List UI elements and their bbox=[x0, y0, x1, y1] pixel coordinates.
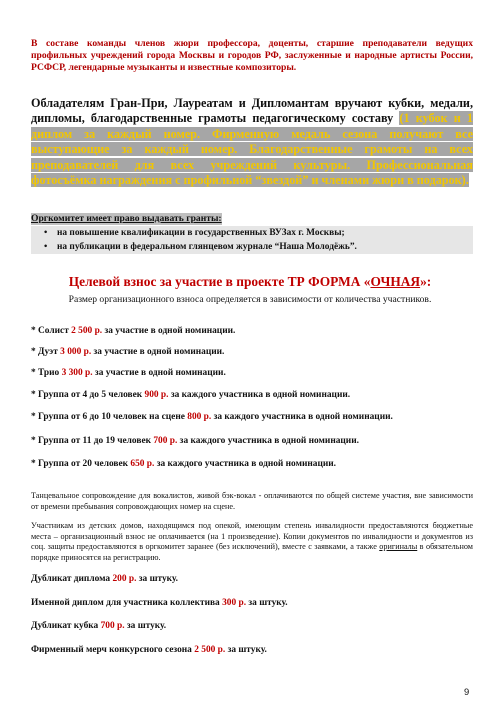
extra-label: Фирменный мерч конкурсного сезона bbox=[31, 645, 195, 655]
extra-amount: 300 р. bbox=[222, 598, 247, 608]
extra-label: Именной диплом для участника коллектива bbox=[31, 598, 223, 608]
fee-title-format: ОЧНАЯ bbox=[370, 274, 421, 289]
grant-item-text: на повышение квалификации в государственных ВУЗах г. Москвы; bbox=[57, 228, 345, 238]
price-terms: за участие в одной номинации. bbox=[91, 347, 225, 357]
price-terms: за каждого участника в одной номинации. bbox=[168, 390, 351, 400]
price-terms: за каждого участника в одной номинации. bbox=[211, 412, 393, 422]
extra-line-diploma-duplicate bbox=[31, 574, 178, 584]
price-terms: за каждого участника в одной номинации. bbox=[154, 459, 336, 469]
price-amount: 2 500 р. bbox=[71, 326, 103, 336]
grant-item-text: на публикации в федеральном глянцевом журнале “Наша Молодёжь”. bbox=[57, 242, 357, 252]
fee-title-prefix: Целевой взнос за участие в проекте ТР ФОРМА « bbox=[68, 274, 371, 289]
fee-title-suffix: »: bbox=[420, 274, 432, 289]
extra-terms: за штуку. bbox=[136, 574, 179, 584]
price-terms: за участие в одной номинации. bbox=[102, 326, 236, 336]
bullet-icon: • bbox=[44, 242, 48, 252]
awards-paragraph bbox=[31, 96, 473, 188]
page-number: 9 bbox=[464, 686, 470, 697]
price-amount: 900 р. bbox=[144, 390, 169, 400]
price-line-soloist bbox=[31, 326, 235, 336]
price-label: * Трио bbox=[31, 368, 62, 378]
price-amount: 3 300 р. bbox=[61, 368, 93, 378]
price-line-group-11-19 bbox=[31, 436, 359, 446]
extra-line-merch bbox=[31, 645, 267, 655]
grants-heading: Оргкомитет имеет право выдавать гранты: bbox=[31, 213, 222, 224]
extra-label: Дубликат кубка bbox=[31, 621, 101, 631]
price-amount: 650 р. bbox=[130, 459, 155, 469]
extra-terms: за штуку. bbox=[225, 645, 267, 655]
price-label: * Дуэт bbox=[31, 347, 61, 357]
extra-amount: 700 р. bbox=[100, 621, 125, 631]
extra-label: Дубликат диплома bbox=[31, 574, 113, 584]
bullet-icon: • bbox=[44, 228, 48, 238]
price-label: * Группа от 11 до 19 человек bbox=[31, 436, 154, 446]
grant-item bbox=[31, 240, 473, 254]
price-amount: 3 000 р. bbox=[60, 347, 92, 357]
price-line-group-6-10 bbox=[31, 412, 393, 422]
note-benefits bbox=[31, 521, 473, 563]
extra-amount: 2 500 р. bbox=[194, 645, 226, 655]
price-line-group-4-5 bbox=[31, 390, 350, 400]
price-terms: за участие в одной номинации. bbox=[92, 368, 226, 378]
price-label: * Группа от 6 до 10 человек на сцене bbox=[31, 412, 188, 422]
price-label: * Солист bbox=[31, 326, 72, 336]
note-benefits-originals: оригиналы bbox=[379, 542, 418, 552]
price-line-group-20 bbox=[31, 459, 336, 469]
price-label: * Группа от 20 человек bbox=[31, 459, 131, 469]
price-amount: 800 р. bbox=[187, 412, 212, 422]
jury-paragraph: В составе команды членов жюри профессора, доценты, старшие преподаватели ведущих профильных учреждений города Москвы и городов РФ, заслуженные и народные артисты России, РСФСР, легендарные музыканты и известные композиторы. bbox=[31, 38, 473, 74]
price-amount: 700 р. bbox=[153, 436, 178, 446]
note-benefits-tail: в обязательном порядке приносятся на регистрацию. bbox=[31, 542, 473, 562]
fee-subtitle: Размер организационного взноса определяется в зависимости от количества участников. bbox=[68, 294, 432, 305]
awards-text: Обладателям Гран-При, Лауреатам и Дипломантам вручают кубки, медали, дипломы, благодарственные грамоты педагогическому составу bbox=[31, 96, 473, 126]
note-accompaniment: Танцевальное сопровождение для вокалистов, живой бэк-вокал - оплачиваются по общей системе участия, вне зависимости от времени пребывания сопровождающих номер на сцене. bbox=[31, 491, 473, 511]
fee-title bbox=[0, 274, 500, 290]
note-benefits-text: Участникам из детских домов, находящимся под опекой, имеющим степень инвалидности предоставляются бюджетные места – организационный взнос не оплачивается (на 1 произведение). Копии документов по инвалидности и документов из соц. защиты предоставляются в оргкомитет заранее (без исключений), вместе с заявками, а также bbox=[31, 521, 473, 552]
extra-amount: 200 р. bbox=[112, 574, 137, 584]
price-terms: за каждого участника в одной номинации. bbox=[177, 436, 359, 446]
grants-list bbox=[31, 226, 473, 254]
grant-item bbox=[31, 226, 473, 240]
price-line-duet bbox=[31, 347, 224, 357]
price-label: * Группа от 4 до 5 человек bbox=[31, 390, 145, 400]
awards-highlight: (1 кубок и 1 диплом за каждый номер. Фирменную медаль сезона получают все выступающие за каждый номер. Благодарственные грамоты на всех преподавателей для всех учреждений культуры. Профессиональная фотосъёмка награждения с профильной “звездой” и членами жюри в подарок). bbox=[31, 111, 473, 188]
extra-line-named-diploma bbox=[31, 598, 288, 608]
price-line-trio bbox=[31, 368, 226, 378]
extra-terms: за штуку. bbox=[246, 598, 288, 608]
extra-line-cup-duplicate bbox=[31, 621, 166, 631]
extra-terms: за штуку. bbox=[124, 621, 167, 631]
